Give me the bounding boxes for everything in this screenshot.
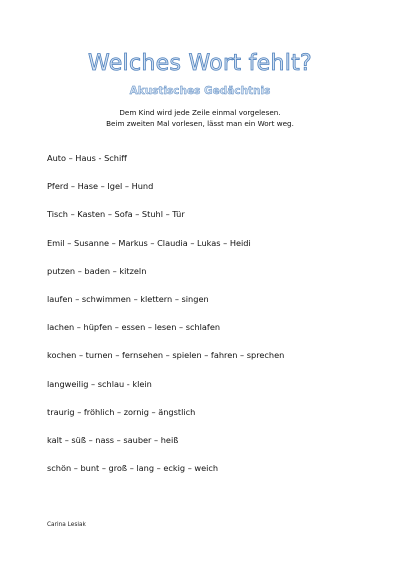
page-subtitle: Akustisches Gedächtnis — [129, 85, 271, 97]
word-line: Tisch – Kasten – Sofa – Stuhl – Tür — [47, 209, 185, 220]
page-title: Welches Wort fehlt? — [87, 51, 313, 76]
word-line: Emil – Susanne – Markus – Claudia – Lukas – Heidi — [47, 237, 251, 248]
word-line: Pferd – Hase – Igel – Hund — [47, 181, 154, 192]
instructions — [0, 107, 400, 129]
author-name: Carina Lesiak — [47, 522, 86, 528]
word-line: laufen – schwimmen – klettern – singen — [47, 293, 209, 304]
word-line: kochen – turnen – fernsehen – spielen – fahren – sprechen — [47, 350, 285, 361]
word-line: lachen – hüpfen – essen – lesen – schlafen — [47, 322, 221, 333]
word-list — [47, 152, 377, 490]
instruction-line: Dem Kind wird jede Zeile einmal vorgelesen. — [119, 108, 281, 117]
instruction-line: Beim zweiten Mal vorlesen, lässt man ein Wort weg. — [106, 119, 294, 128]
word-line: langweilig – schlau - klein — [47, 378, 152, 389]
word-line: Auto – Haus - Schiff — [47, 153, 127, 163]
word-line: schön – bunt – groß – lang – eckig – weich — [47, 463, 219, 474]
word-line: kalt – süß – nass – sauber – heiß — [47, 434, 179, 445]
word-line: traurig – fröhlich – zornig – ängstlich — [47, 406, 196, 417]
word-line: putzen – baden – kitzeln — [47, 265, 147, 276]
